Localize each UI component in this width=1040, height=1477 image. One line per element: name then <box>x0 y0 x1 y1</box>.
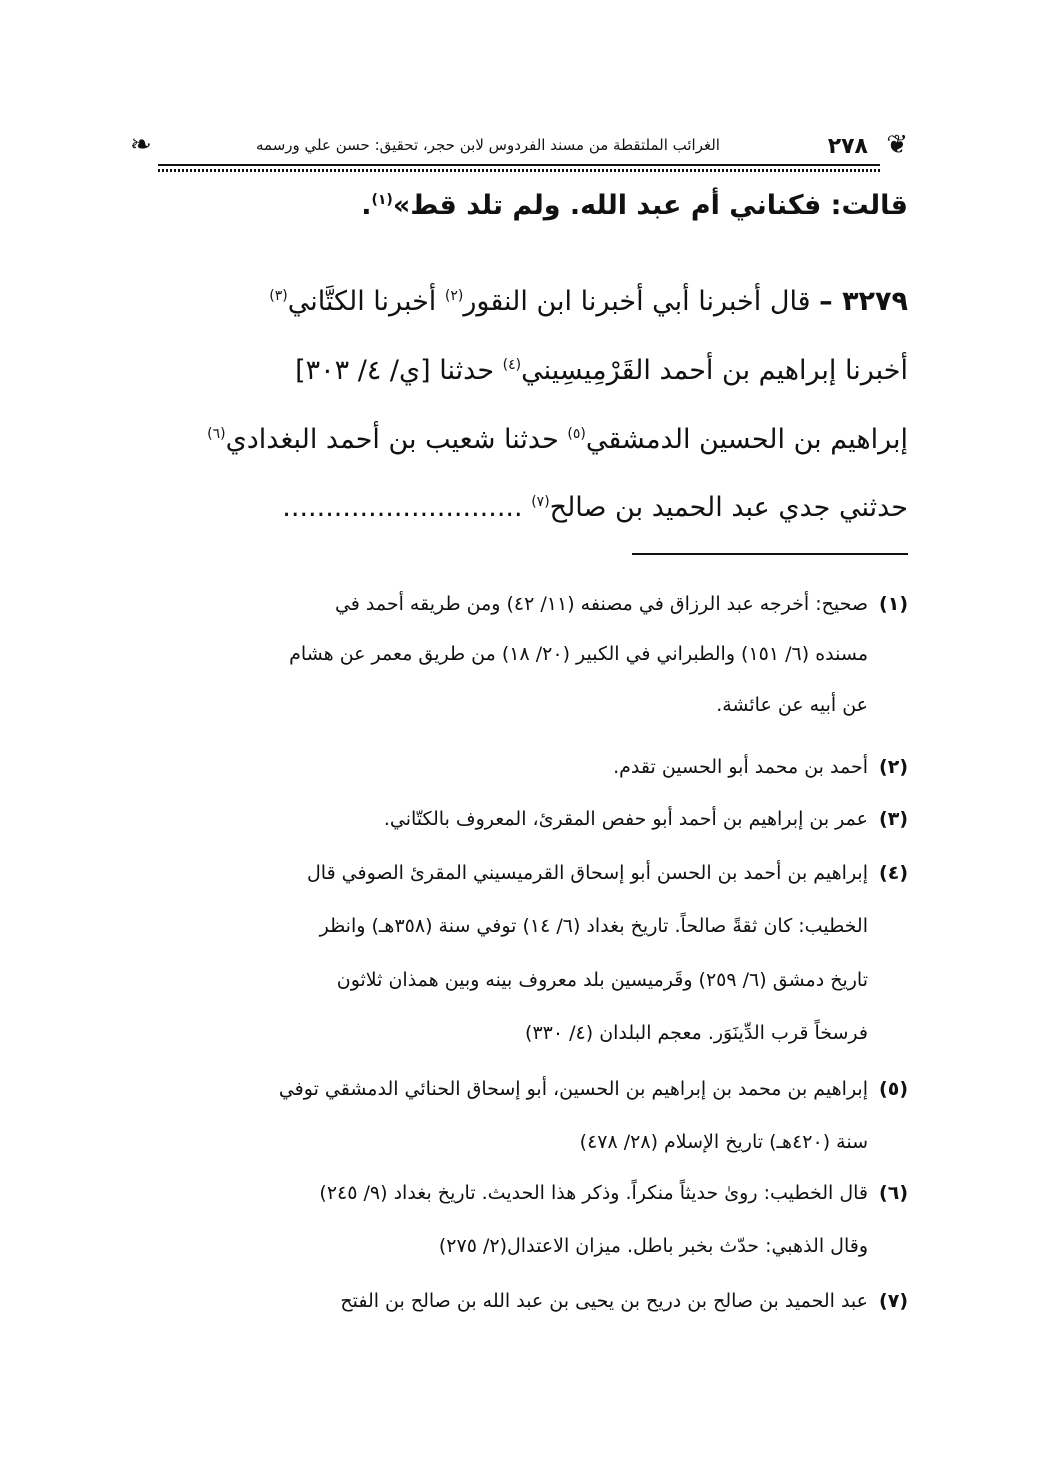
page-header <box>130 128 908 174</box>
footnote-ref: (٧) <box>531 494 550 510</box>
running-title: الغرائب الملتقطة من مسند الفردوس لابن حجر، تحقيق: حسن علي ورسمه <box>256 136 720 154</box>
footnote-ref: (٤) <box>502 357 522 373</box>
footnote-ref: (١) <box>371 192 393 208</box>
text-line-1: قالت: فكناني أم عبد الله. ولم تلد قط»$^{(١)}$. <box>361 190 908 221</box>
text-line-3: أخبرنا إبراهيم بن أحمد القَرْمِيسِيني$^{(٤)}$ حدثنا [ي/ ٤/ ٣٠٣] <box>295 355 908 386</box>
ornament-right-icon: ❦ <box>886 130 908 160</box>
text-line-4: إبراهيم بن الحسين الدمشقي$^{(٥)}$ حدثنا شعيب بن أحمد البغدادي$^{(٦)}$ <box>207 424 908 455</box>
footnote-line: وقال الذهبي: حدّث بخبر باطل. ميزان الاعتدال(٢/ ٢٧٥) <box>438 1235 868 1257</box>
header-dotted-rule <box>158 169 880 172</box>
footnote-number: (٧) <box>879 1290 908 1312</box>
footnote-number: (٤) <box>879 862 908 884</box>
footnote-ref: (٢) <box>444 288 464 304</box>
footnote-number: (٥) <box>879 1078 908 1100</box>
page-number: ٢٧٨ <box>827 134 868 159</box>
footnote-line: الخطيب: كان ثقةً صالحاً. تاريخ بغداد (٦/ ١٤) توفي سنة (٣٥٨هـ) وانظر <box>319 915 868 937</box>
text-line-2: ٣٢٧٩ – قال أخبرنا أبي أخبرنا ابن النقور$^{(٢)}$ أخبرنا الكتَّاني$^{(٣)}$ <box>269 286 908 317</box>
footnote-ref: (٦) <box>207 426 226 442</box>
footnote-line: أحمد بن محمد أبو الحسين تقدم. <box>613 756 868 778</box>
footnote-separator <box>632 553 908 555</box>
footnote-line: إبراهيم بن أحمد بن الحسن أبو إسحاق القرميسيني المقرئ الصوفي قال <box>306 862 868 884</box>
footnote-number: (٢) <box>879 756 908 778</box>
header-rule <box>158 164 880 166</box>
footnote-line: عمر بن إبراهيم بن أحمد أبو حفص المقرئ، المعروف بالكتّاني. <box>383 808 868 830</box>
footnote-ref: (٣) <box>269 288 288 304</box>
footnote-line: سنة (٤٢٠هـ) تاريخ الإسلام (٢٨/ ٤٧٨) <box>579 1131 868 1153</box>
footnote-line: صحيح: أخرجه عبد الرزاق في مصنفه (١١/ ٤٢) ومن طريقه أحمد في <box>334 593 868 615</box>
footnote-line: تاريخ دمشق (٦/ ٢٥٩) وقَرميسين بلد معروف بينه وبين همذان ثلاثون <box>336 969 868 991</box>
ornament-left-icon: ❧ <box>130 130 152 160</box>
footnote-ref: (٥) <box>567 426 586 442</box>
footnote-number: (٣) <box>879 808 908 830</box>
footnote-line: فرسخاً قرب الدِّينَوَر. معجم البلدان (٤/ ٣٣٠) <box>525 1022 868 1044</box>
footnote-line: عبد الحميد بن صالح بن دريح بن يحيى بن عبد الله بن صالح بن الفتح <box>340 1290 868 1312</box>
hadith-number: ٣٢٧٩ – <box>819 286 908 317</box>
text-line-5: حدثني جدي عبد الحميد بن صالح$^{(٧)}$ ............................ <box>282 492 908 523</box>
footnote-line: قال الخطيب: روىٰ حديثاً منكراً. وذكر هذا الحديث. تاريخ بغداد (٩/ ٢٤٥) <box>319 1182 868 1204</box>
footnote-line: مسنده (٦/ ١٥١) والطبراني في الكبير (٢٠/ ١٨) من طريق معمر عن هشام <box>289 643 868 665</box>
footnote-line: عن أبيه عن عائشة. <box>716 694 868 716</box>
footnote-number: (٦) <box>879 1182 908 1204</box>
footnote-line: إبراهيم بن محمد بن إبراهيم بن الحسين، أبو إسحاق الحنائي الدمشقي توفي <box>278 1078 868 1100</box>
footnote-number: (١) <box>879 593 908 615</box>
